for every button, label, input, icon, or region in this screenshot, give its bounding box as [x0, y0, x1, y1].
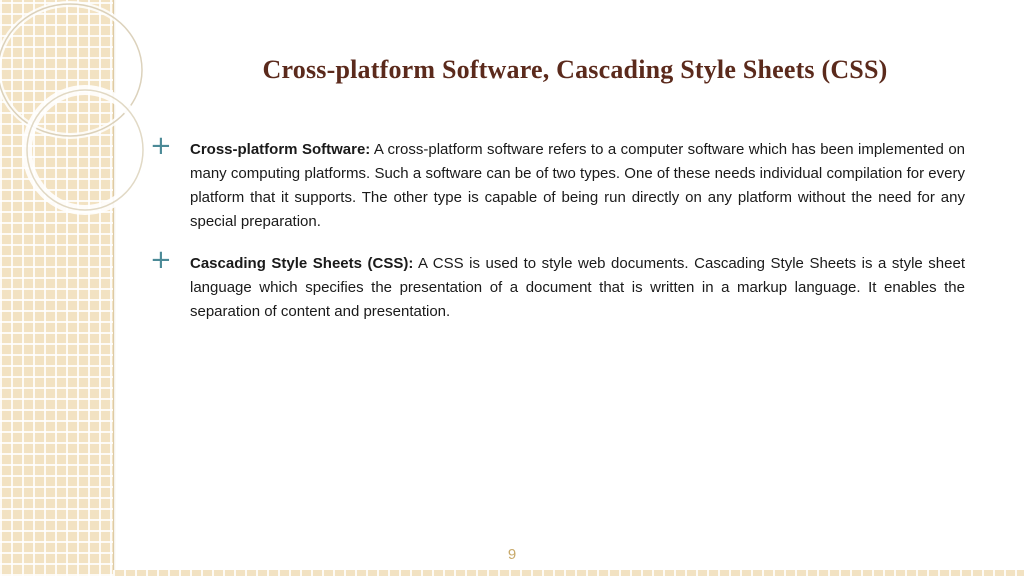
bullet-description: A CSS is used to style web documents. Cascading Style Sheets is a style sheet language which specifies the presentation of a document that is written in a markup language. It enables the separation of content and presentation. — [190, 255, 965, 320]
side-panel-shadow — [113, 0, 116, 576]
decorative-bottom-border — [113, 570, 1024, 576]
plus-icon: + — [150, 131, 172, 161]
bullet-description: A cross-platform software refers to a computer software which has been implemented on many computing platforms. Such a software can be of two types. One of these needs individual compilation for every platform that it supports. The other type is capable of being run directly on any platform without the need for any special preparation. — [190, 141, 966, 230]
page-number: 9 — [507, 546, 517, 563]
decorative-side-panel — [0, 0, 114, 576]
bullet-paragraph — [190, 252, 965, 324]
bullet-paragraph — [190, 138, 965, 234]
slide-title: Cross-platform Software, Cascading Style Sheets (CSS) — [262, 55, 888, 84]
bullet-item-cross-platform — [150, 131, 966, 234]
bullet-term: Cascading Style Sheets (CSS): — [190, 255, 414, 272]
bullet-term: Cross-platform Software: — [190, 141, 371, 158]
plus-icon: + — [150, 245, 172, 275]
bullet-item-css — [150, 245, 965, 324]
bullet-list — [150, 131, 966, 342]
